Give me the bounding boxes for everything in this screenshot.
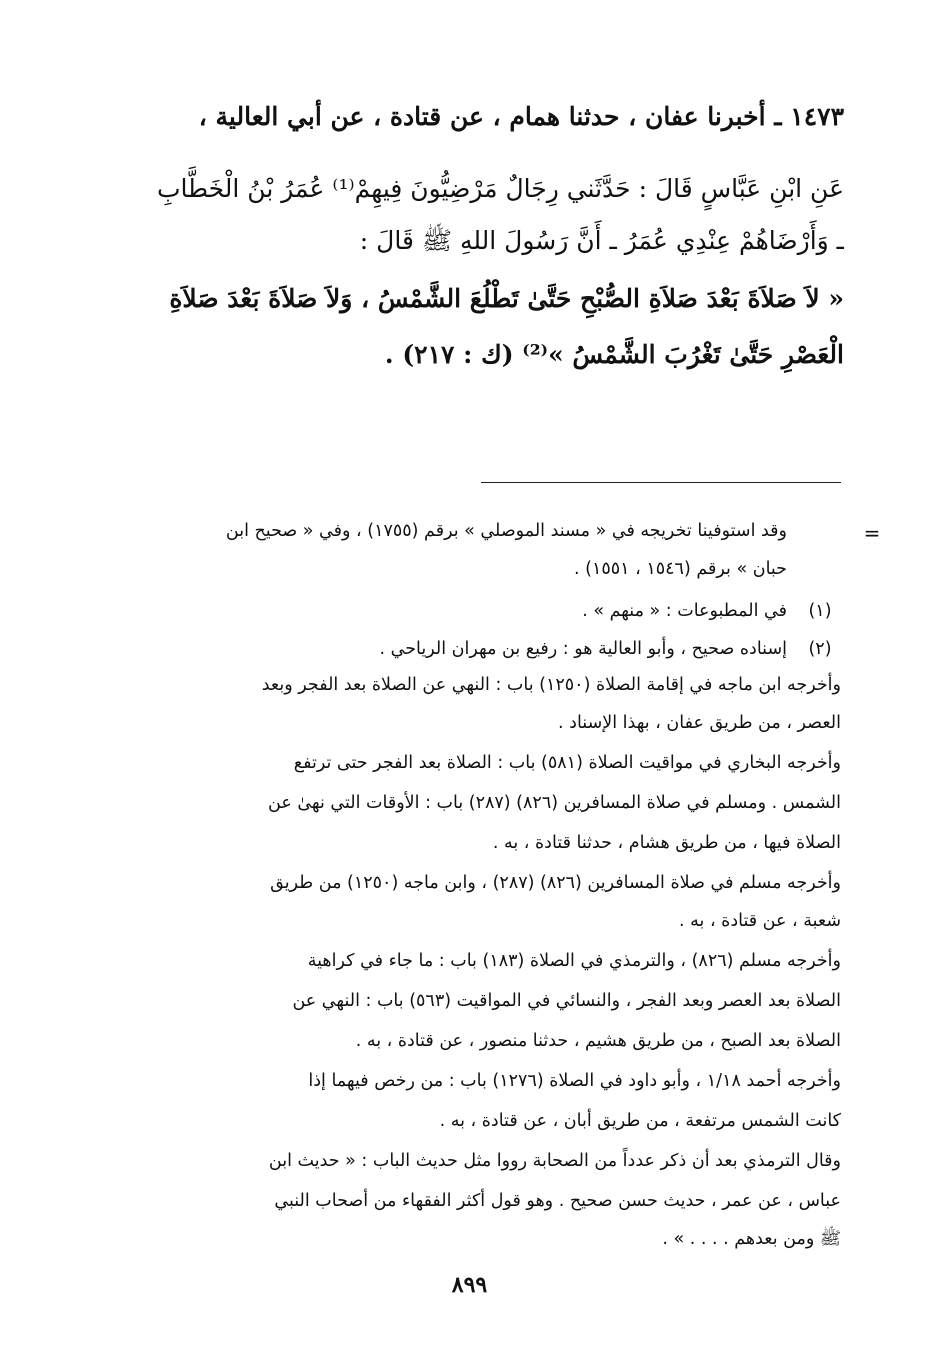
footnote-2-line: وأخرجه مسلم (٨٢٦) ، والترمذي في الصلاة (١٨٣) باب : ما جاء في كراهية — [307, 951, 841, 971]
hadith-line-5: الْعَصْرِ حَتَّىٰ تَغْرُبَ الشَّمْسُ »⁽²⁾ (ك : ٢١٧) . — [384, 340, 844, 369]
page-number: ٨٩٩ — [451, 1272, 488, 1298]
continuation-line-2: حبان » برقم (١٥٤٦ ، ١٥٥١) . — [574, 559, 787, 579]
continuation-line-1: وقد استوفينا تخريجه في « مسند الموصلي » برقم (١٧٥٥) ، وفي « صحيح ابن — [225, 521, 787, 541]
footnote-2-line: وأخرجه مسلم في صلاة المسافرين (٨٢٦) (٢٨٧) ، وابن ماجه (١٢٥٠) من طريق — [270, 873, 841, 893]
hadith-line-2: عَنِ ابْنِ عَبَّاسٍ قَالَ : حَدَّثَني رِجَالٌ مَرْضِيُّونَ فِيهِمْ⁽¹⁾ عُمَرُ بْنُ الْخَطَّابِ — [157, 174, 844, 203]
footnote-2-line: كانت الشمس مرتفعة ، من طريق أبان ، عن قتادة ، به . — [439, 1111, 841, 1131]
continuation-marker: = — [863, 521, 881, 545]
footnote-2-line: وقال الترمذي بعد أن ذكر عدداً من الصحابة رووا مثل حديث الباب : « حديث ابن — [268, 1151, 841, 1171]
footnote-2-first-line: إسناده صحيح ، وأبو العالية هو : رفيع بن مهران الرياحي . — [379, 639, 787, 659]
footnote-2-line: وأخرجه أحمد ١/١٨ ، وأبو داود في الصلاة (١٢٧٦) باب : من رخص فيهما إذا — [308, 1071, 841, 1091]
footnote-1-marker: (١) — [808, 601, 832, 621]
footnote-2-line: وأخرجه البخاري في مواقيت الصلاة (٥٨١) باب : الصلاة بعد الفجر حتى ترتفع — [293, 753, 841, 773]
hadith-line-4: « لاَ صَلاَةَ بَعْدَ صَلاَةِ الصُّبْحِ حَتَّىٰ تَطْلُعَ الشَّمْسُ ، وَلاَ صَلاَةَ بَعْدَ صَلاَةِ — [169, 284, 844, 313]
footnote-divider — [481, 482, 841, 483]
footnote-2-line: الصلاة بعد الصبح ، من طريق هشيم ، حدثنا منصور ، عن قتادة ، به . — [355, 1031, 841, 1051]
hadith-line-3: ـ وَأَرْضَاهُمْ عِنْدِي عُمَرُ ـ أَنَّ رَسُولَ اللهِ ﷺ قَالَ : — [359, 226, 844, 255]
hadith-line-1: ١٤٧٣ ـ أخبرنا عفان ، حدثنا همام ، عن قتادة ، عن أبي العالية ، — [198, 102, 844, 131]
footnote-2-line: ﷺ ومن بعدهم . . . . » . — [662, 1229, 841, 1249]
footnote-2-line: الشمس . ومسلم في صلاة المسافرين (٨٢٦) (٢٨٧) باب : الأوقات التي نهىٰ عن — [268, 793, 841, 813]
footnote-2-line: العصر ، من طريق عفان ، بهذا الإسناد . — [558, 713, 841, 733]
footnote-2-line: عباس ، عن عمر ، حديث حسن صحيح . وهو قول أكثر الفقهاء من أصحاب النبي — [274, 1191, 841, 1211]
footnote-2-marker: (٢) — [808, 639, 832, 659]
footnote-2-line: الصلاة فيها ، من طريق هشام ، حدثنا قتادة ، به . — [492, 833, 841, 853]
footnote-2-line: الصلاة بعد العصر وبعد الفجر ، والنسائي في المواقيت (٥٦٣) باب : النهي عن — [292, 991, 841, 1011]
footnote-2-line: وأخرجه ابن ماجه في إقامة الصلاة (١٢٥٠) باب : النهي عن الصلاة بعد الفجر وبعد — [261, 675, 841, 695]
footnote-1-text: في المطبوعات : « منهم » . — [582, 601, 787, 621]
footnote-2-line: شعبة ، عن قتادة ، به . — [679, 911, 841, 931]
